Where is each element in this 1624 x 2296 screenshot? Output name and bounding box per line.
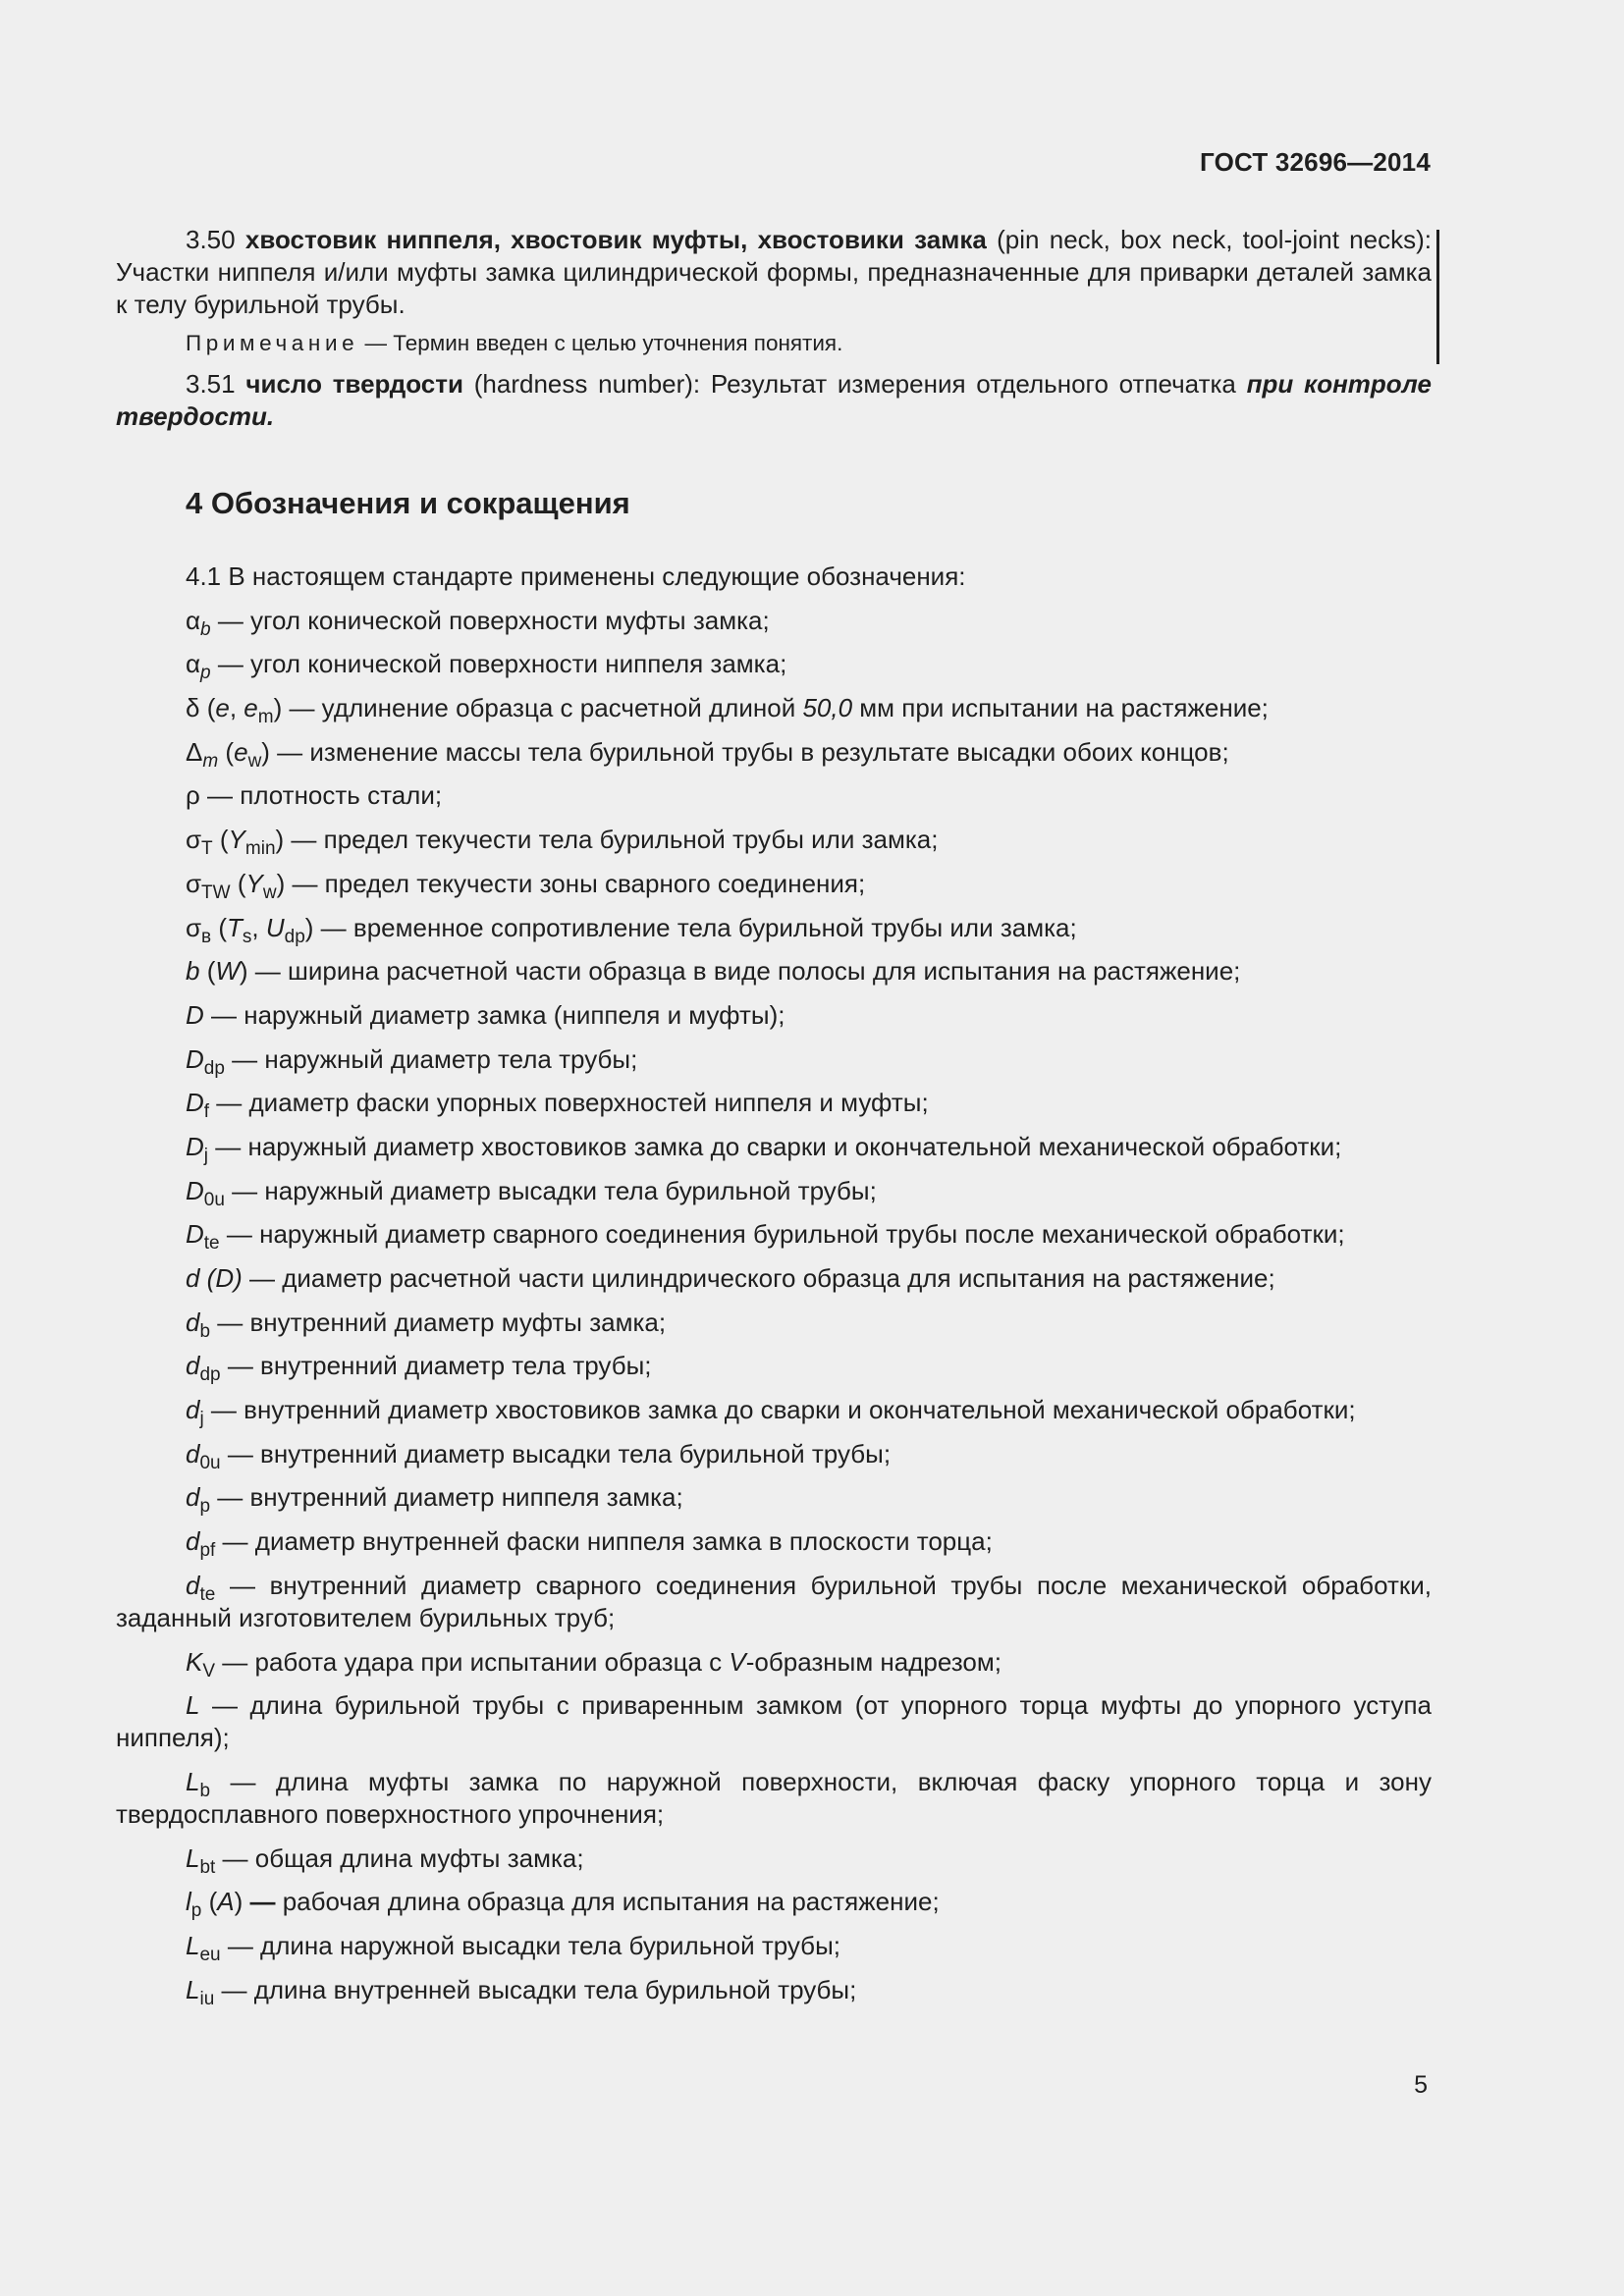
clause-number: 3.50	[186, 225, 236, 254]
symbol-definition: $L_b$ — длина муфты замка по наружной поверхности, включая фаску упорного торца и зону твердосплавного поверхностного упрочнения;	[116, 1766, 1432, 1829]
symbol-definition: δ (e, $e_m$) — удлинение образца с расчетной длиной 50,0 мм при испытании на растяжение;	[186, 693, 1269, 728]
symbol-definition: $L_{eu}$ — длина наружной высадки тела бурильной трубы;	[186, 1930, 840, 1965]
term-english: (hardness number):	[473, 369, 701, 399]
symbol-definition: $K_V$ — работа удара при испытании образца с V-образным надрезом;	[186, 1646, 1001, 1682]
note-label: Примечание	[186, 331, 359, 355]
term: хвостовик ниппеля, хвостовик муфты, хвостовики замка	[244, 225, 987, 254]
clause-3-51	[116, 368, 1432, 433]
page-number: 5	[1414, 2071, 1428, 2099]
symbol-definition: $D_f$ — диаметр фаски упорных поверхностей ниппеля и муфты;	[186, 1088, 929, 1123]
note-text: — Термин введен с целью уточнения понятия.	[364, 331, 843, 355]
symbol-definition: $l_p$ (A) — рабочая длина образца для испытания на растяжение;	[186, 1887, 940, 1922]
clause-3-50	[116, 224, 1432, 321]
term-reference: при контроле твердости.	[116, 369, 1432, 431]
symbol-definition: $L_{bt}$ — общая длина муфты замка;	[186, 1842, 584, 1878]
symbol-definition: $\sigma_T$ $(Y_{min})$ — предел текучести тела бурильной трубы или замка;	[186, 825, 939, 860]
symbol-definition: $\Delta_m$ $(e_w)$ — изменение массы тела бурильной трубы в результате высадки обоих концов;	[186, 736, 1229, 772]
symbol-definition: $\alpha_b$ — угол конической поверхности муфты замка;	[186, 605, 770, 640]
symbol-definition: $d_{dp}$ — внутренний диаметр тела трубы;	[186, 1351, 652, 1386]
symbol-definition: ρ — плотность стали;	[186, 780, 443, 811]
term: число твердости	[245, 369, 463, 399]
symbol-definition: d (D) — диаметр расчетной части цилиндрического образца для испытания на растяжение;	[186, 1263, 1275, 1293]
symbol-definition: $\alpha_p$ — угол конической поверхности ниппеля замка;	[186, 649, 787, 684]
symbol-list-tail	[116, 1842, 1432, 2009]
symbol-definition: L — длина бурильной трубы с приваренным замком (от упорного торца муфты до упорного уступа ниппеля);	[116, 1690, 1432, 1753]
symbol-definition: D — наружный диаметр замка (ниппеля и муфты);	[186, 999, 785, 1030]
term-definition: Участки ниппеля и/или муфты замка цилиндрической формы, предназначенные для приварки деталей замка к телу бурильной трубы.	[116, 257, 1432, 319]
symbol-definition: $D_{dp}$ — наружный диаметр тела трубы;	[186, 1043, 638, 1079]
section-heading: 4 Обозначения и сокращения	[186, 486, 630, 520]
symbol-definition: $d_j$ — внутренний диаметр хвостовиков замка до сварки и окончательной механической обработки;	[186, 1395, 1356, 1430]
symbol-list-wrapped	[116, 1570, 1432, 1831]
symbol-definition: $\sigma_{TW}$ $(Y_w)$ — предел текучести зоны сварного соединения;	[186, 868, 866, 903]
clause-number: 3.51	[186, 369, 236, 399]
clause-note	[116, 330, 1432, 357]
symbol-definition: $L_{iu}$ — длина внутренней высадки тела бурильной трубы;	[186, 1974, 857, 2009]
document-body	[116, 224, 1432, 2017]
symbol-list	[116, 605, 1432, 1562]
symbol-definition: $d_p$ — внутренний диаметр ниппеля замка;	[186, 1482, 683, 1518]
symbol-definition: $d_b$ — внутренний диаметр муфты замка;	[186, 1307, 667, 1342]
symbol-definition: $d_{0u}$ — внутренний диаметр высадки тела бурильной трубы;	[186, 1438, 892, 1473]
symbol-definition: $d_{te}$ — внутренний диаметр сварного соединения бурильной трубы после механической обработки, заданный изготовителем бурильных труб;	[116, 1570, 1432, 1632]
term-definition: Результат измерения отдельного отпечатка	[710, 369, 1236, 399]
section-intro: 4.1 В настоящем стандарте применены следующие обозначения:	[186, 561, 966, 591]
symbol-definition: $D_{te}$ — наружный диаметр сварного соединения бурильной трубы после механической обработки;	[186, 1219, 1345, 1255]
revision-change-bar	[1436, 230, 1439, 364]
symbol-definition: $d_{pf}$ — диаметр внутренней фаски ниппеля замка в плоскости торца;	[186, 1526, 993, 1562]
symbol-definition: b (W) — ширина расчетной части образца в виде полосы для испытания на растяжение;	[186, 956, 1241, 987]
document-header: ГОСТ 32696—2014	[1200, 147, 1431, 177]
symbol-definition: $D_{0u}$ — наружный диаметр высадки тела бурильной трубы;	[186, 1175, 877, 1210]
term-english: (pin neck, box neck, tool-joint necks):	[997, 225, 1432, 254]
symbol-definition: $D_j$ — наружный диаметр хвостовиков замка до сварки и окончательной механической обработки;	[186, 1131, 1342, 1166]
symbol-definition: $\sigma_в$ ($T_s$, $U_{dp}$) — временное сопротивление тела бурильной трубы или замка;	[186, 912, 1077, 947]
